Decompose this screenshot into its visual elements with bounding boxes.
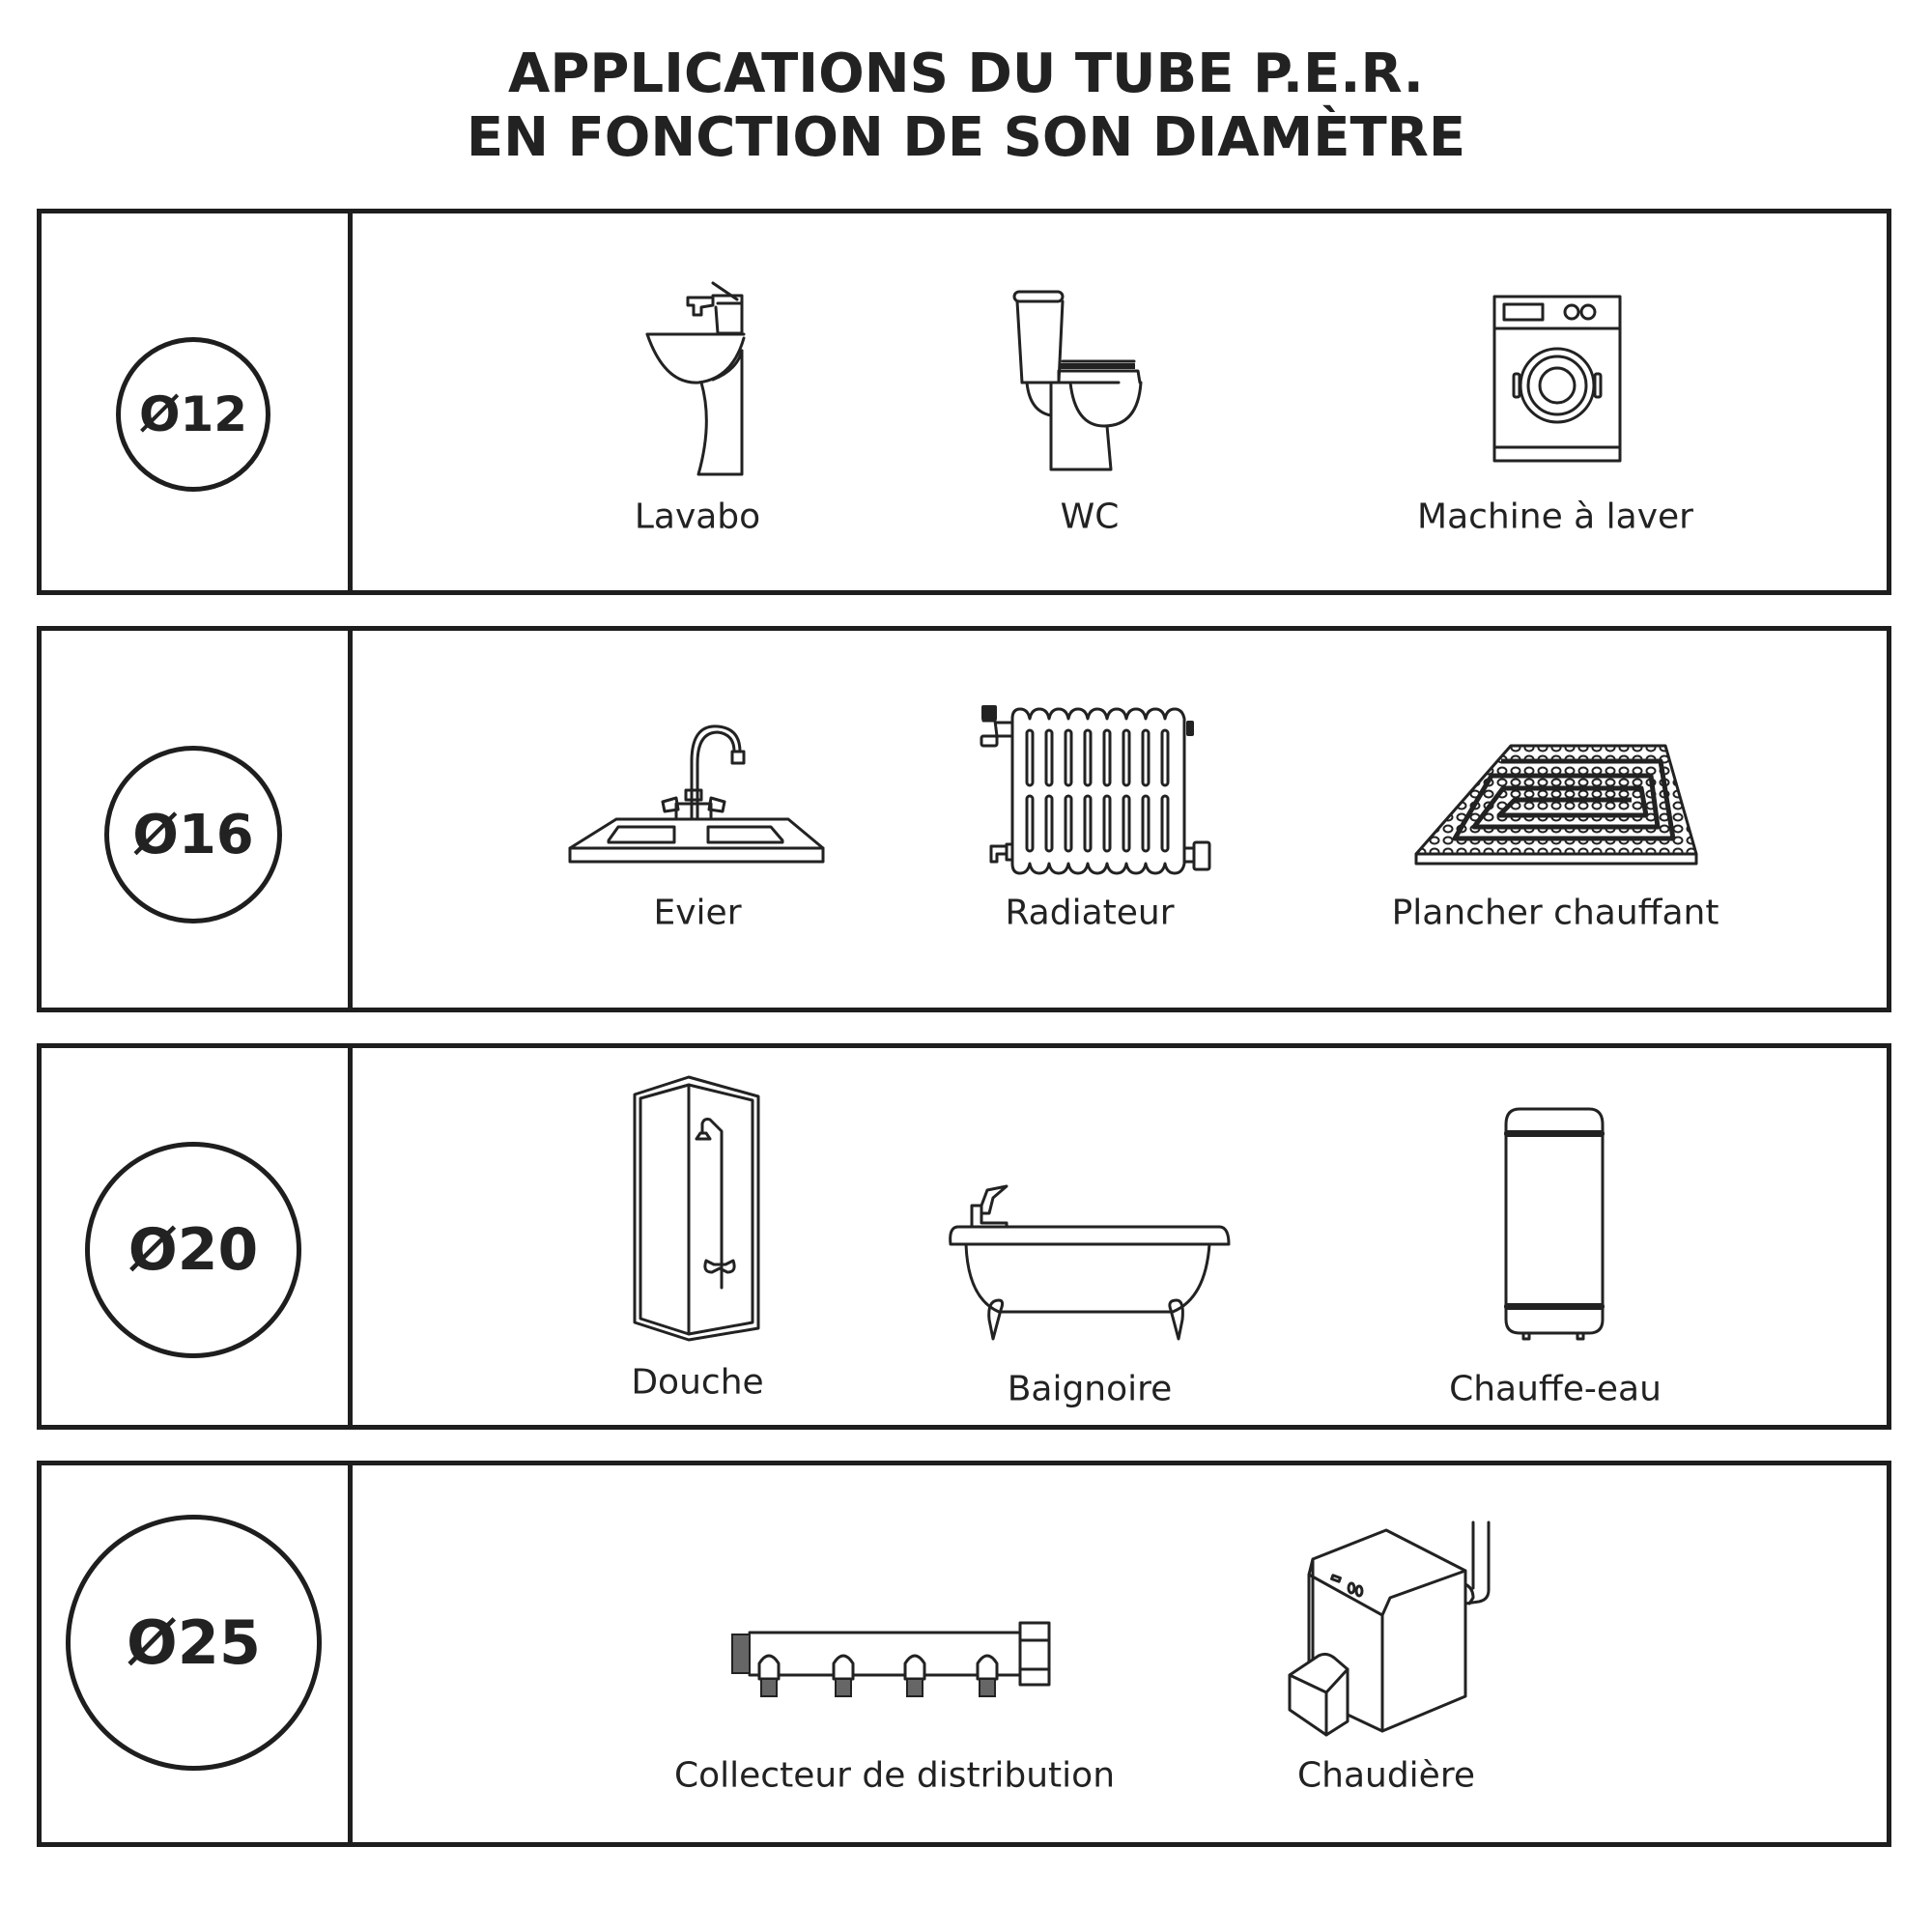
item-label-chauffe-eau: Chauffe-eau: [1449, 1369, 1662, 1409]
washbasin-icon: [645, 278, 752, 476]
kitchen-sink-icon: [568, 713, 825, 869]
diameter-badge-25: [66, 1515, 322, 1771]
item-label-douche: Douche: [631, 1362, 764, 1403]
bathtub-icon: [949, 1184, 1231, 1341]
row-divider: [348, 631, 353, 1008]
diameter-badge-12: [116, 337, 270, 492]
item-label-wc: WC: [1060, 497, 1120, 537]
page-title-line-2: EN FONCTION DE SON DIAMÈTRE: [466, 106, 1466, 169]
item-label-radiateur: Radiateur: [1005, 893, 1175, 933]
item-label-evier: Evier: [653, 893, 742, 933]
item-label-chaudiere: Chaudière: [1297, 1755, 1475, 1796]
radiator-icon: [972, 699, 1215, 881]
diameter-label: Ø16: [132, 803, 254, 867]
toilet-icon: [1012, 286, 1172, 471]
diameter-label: Ø25: [127, 1607, 261, 1678]
diameter-label: Ø20: [128, 1216, 259, 1284]
item-label-baignoire: Baignoire: [1007, 1369, 1173, 1409]
washing-machine-icon: [1492, 295, 1623, 464]
item-label-lavabo: Lavabo: [634, 497, 761, 537]
page-title-line-1: APPLICATIONS DU TUBE P.E.R.: [508, 43, 1424, 105]
water-heater-icon: [1500, 1105, 1608, 1342]
diameter-label: Ø12: [138, 386, 248, 442]
underfloor-heating-icon: [1414, 742, 1699, 869]
diameter-badge-20: [85, 1142, 301, 1358]
row-divider: [348, 1048, 353, 1425]
diameter-badge-16: [104, 746, 282, 923]
item-label-machine-a-laver: Machine à laver: [1417, 497, 1693, 537]
shower-icon: [633, 1075, 762, 1341]
row-divider: [348, 213, 353, 590]
boiler-icon: [1280, 1520, 1500, 1743]
row-divider: [348, 1465, 353, 1842]
item-label-collecteur-de-distribution: Collecteur de distribution: [673, 1755, 1116, 1796]
manifold-icon: [730, 1621, 1053, 1702]
item-label-plancher-chauffant: Plancher chauffant: [1391, 893, 1719, 933]
